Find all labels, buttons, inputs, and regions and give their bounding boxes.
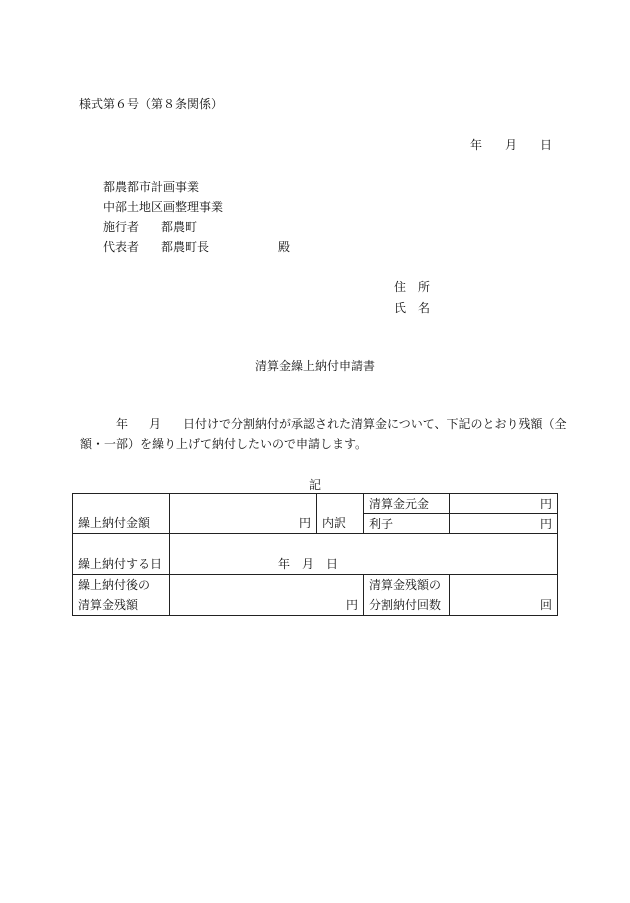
body-line1-text: 日付けで分割納付が承認された清算金について、下記のとおり残額（全 <box>183 417 567 431</box>
installment-label <box>364 575 450 616</box>
principal-value[interactable]: 円 <box>450 494 558 514</box>
ki-heading: 記 <box>308 478 321 492</box>
representative-label: 代表者 <box>103 240 140 254</box>
detail-table <box>72 493 558 616</box>
early-amount-label: 繰上納付金額 <box>73 494 170 534</box>
table-row <box>73 494 558 514</box>
address-label: 住所 <box>394 280 443 294</box>
remaining-label-line2: 清算金残額 <box>78 598 139 612</box>
addressee-line2: 中部土地区画整理事業 <box>103 200 224 214</box>
representative-value: 都農町長 <box>161 240 210 254</box>
payment-date-label: 繰上納付する日 <box>73 534 170 575</box>
remaining-label-line1: 繰上納付後の <box>78 578 151 592</box>
installment-label-line1: 清算金残額の <box>369 578 442 592</box>
form-number: 様式第６号（第８条関係） <box>79 97 224 111</box>
body-month: 月 <box>149 417 162 431</box>
executor-label: 施行者 <box>103 220 140 234</box>
breakdown-label: 内訳 <box>317 494 364 534</box>
remaining-value[interactable]: 円 <box>170 575 364 616</box>
executor-value: 都農町 <box>161 220 198 234</box>
principal-label: 清算金元金 <box>364 494 450 514</box>
payment-date-value[interactable]: 年 月 日 <box>170 534 558 575</box>
installment-label-line2: 分割納付回数 <box>369 598 442 612</box>
honorific: 殿 <box>278 240 291 254</box>
table-row <box>73 534 558 575</box>
early-amount-value[interactable]: 円 <box>170 494 317 534</box>
body-year: 年 <box>116 417 129 431</box>
date-month: 月 <box>505 138 518 152</box>
addressee-line1: 都農都市計画事業 <box>103 180 200 194</box>
interest-label: 利子 <box>364 514 450 534</box>
date-day: 日 <box>540 138 553 152</box>
name-label: 氏名 <box>394 301 443 315</box>
interest-value[interactable]: 円 <box>450 514 558 534</box>
document-title: 清算金繰上納付申請書 <box>254 359 375 373</box>
body-line2: 額・一部）を繰り上げて納付したいので申請します。 <box>80 437 368 451</box>
table-row <box>73 575 558 616</box>
date-year: 年 <box>470 138 483 152</box>
installment-value[interactable]: 回 <box>450 575 558 616</box>
remaining-label <box>73 575 170 616</box>
